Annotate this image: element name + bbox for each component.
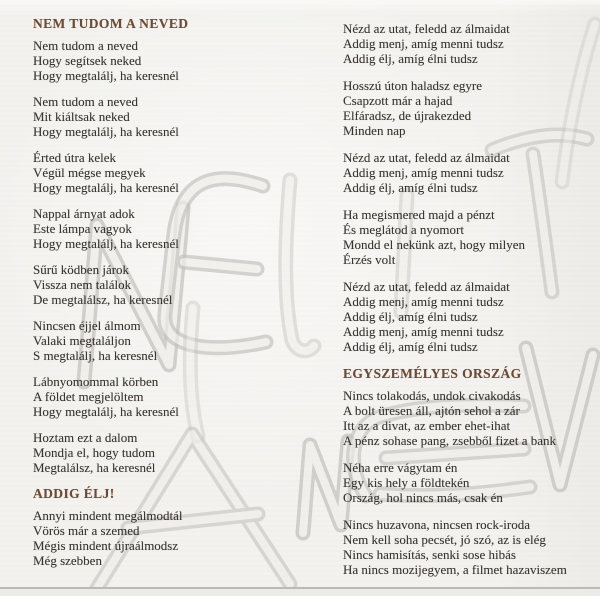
- stanza: [343, 517, 593, 577]
- lyric-line: Vörös már a szemed: [33, 523, 140, 538]
- lyric-line: Néha erre vágytam én: [343, 460, 458, 475]
- lyric-line: Végül mégse megyek: [33, 165, 146, 180]
- lyric-line: Addig élj, amíg élni tudsz: [343, 180, 478, 195]
- lyrics-column-left: [33, 16, 343, 589]
- stanza: [33, 430, 343, 475]
- lyric-line: Nincs hamisítás, senki sose hibás: [343, 547, 516, 562]
- lyric-line: Hosszú úton haladsz egyre: [343, 78, 482, 93]
- lyric-line: Annyi mindent megálmodtál: [33, 508, 183, 523]
- stanza: [33, 150, 343, 195]
- lyric-line: Addig élj, amíg élni tudsz: [343, 51, 478, 66]
- lyric-line: Hogy megtalálj, ha keresnél: [33, 68, 179, 83]
- lyric-line: Itt az a divat, az ember ehet-ihat: [343, 418, 511, 433]
- stanza: [343, 279, 593, 354]
- song-title: ADDIG ÉLJ!: [33, 486, 115, 501]
- stanza: [33, 262, 343, 307]
- page-top-edge: [0, 0, 600, 6]
- lyric-line: Mondja el, hogy tudom: [33, 445, 156, 460]
- lyric-line: Hoztam ezt a dalom: [33, 430, 138, 445]
- lyric-line: Mégis mindent újraálmodsz: [33, 538, 179, 553]
- lyric-line: Nincs tolakodás, undok civakodás: [343, 388, 521, 403]
- stanza: [343, 150, 593, 195]
- lyric-line: Nézd az utat, feledd az álmaidat: [343, 150, 510, 165]
- stanza: [33, 38, 343, 83]
- lyric-line: Vissza nem találok: [33, 277, 132, 292]
- lyric-line: Nappal árnyat adok: [33, 206, 135, 221]
- lyric-line: Mit kiáltsak neked: [33, 109, 130, 124]
- lyric-line: Nem tudom a neved: [33, 94, 139, 109]
- lyric-line: Érzés volt: [343, 252, 396, 267]
- lyric-line: Hogy megtalálj, ha keresnél: [33, 236, 179, 251]
- lyric-line: Nem kell soha pecsét, jó szó, az is elég: [343, 532, 546, 547]
- lyric-line: Hogy segítsek neked: [33, 53, 142, 68]
- lyric-line: Addig menj, amíg menni tudsz: [343, 165, 504, 180]
- lyric-line: Hogy megtalálj, ha keresnél: [33, 404, 179, 419]
- lyric-line: Még szebben: [33, 553, 102, 568]
- lyric-line: Csapzott már a hajad: [343, 93, 453, 108]
- lyric-line: Este lámpa vagyok: [33, 221, 132, 236]
- lyric-line: Érted útra kelek: [33, 150, 117, 165]
- lyric-line: Addig menj, amíg menni tudsz: [343, 294, 504, 309]
- lyric-line: Elfáradsz, de újrakezded: [343, 108, 472, 123]
- lyric-line: Lábnyomommal körben: [33, 374, 159, 389]
- stanza: [33, 508, 343, 568]
- lyric-line: S megtalálj, ha keresnél: [33, 348, 158, 363]
- lyric-line: Ha megismered majd a pénzt: [343, 207, 495, 222]
- lyric-line: Hogy megtalálj, ha keresnél: [33, 180, 179, 195]
- lyric-line: Nézd az utat, feledd az álmaidat: [343, 21, 510, 36]
- stanza: [33, 94, 343, 139]
- lyric-line: A földet megjelöltem: [33, 389, 144, 404]
- lyric-line: Nem tudom a neved: [33, 38, 139, 53]
- lyric-line: Egy kis hely a földtekén: [343, 475, 470, 490]
- lyric-line: És meglátod a nyomort: [343, 222, 464, 237]
- lyric-line: Megtalálsz, ha keresnél: [33, 460, 156, 475]
- stanza: [33, 318, 343, 363]
- stanza: [343, 78, 593, 138]
- lyric-line: A pénz sohase pang, zsebből fizet a bank: [343, 433, 556, 448]
- lyric-line: Ha nincs mozijegyem, a filmet hazaviszem: [343, 562, 567, 577]
- lyric-line: Nincsen éjjel álmom: [33, 318, 141, 333]
- lyric-line: De megtalálsz, ha keresnél: [33, 292, 173, 307]
- lyric-line: Mondd el nekünk azt, hogy milyen: [343, 237, 525, 252]
- lyrics-column-right: [343, 21, 593, 589]
- lyric-line: Nézd az utat, feledd az álmaidat: [343, 279, 510, 294]
- lyric-line: Sűrű ködben járok: [33, 262, 130, 277]
- song-title: EGYSZEMÉLYES ORSZÁG: [343, 366, 522, 381]
- lyric-line: Ország, hol nincs más, csak én: [343, 490, 503, 505]
- lyric-line: A bolt üresen áll, ajtón sehol a zár: [343, 403, 520, 418]
- stanza: [343, 388, 593, 448]
- stanza: [343, 21, 593, 66]
- lyric-line: Addig menj, amíg menni tudsz: [343, 36, 504, 51]
- lyric-line: Addig élj, amíg élni tudsz: [343, 309, 478, 324]
- lyric-line: Valaki megtaláljon: [33, 333, 131, 348]
- stanza: [343, 460, 593, 505]
- lyric-line: Minden nap: [343, 123, 406, 138]
- lyric-line: Addig menj, amíg menni tudsz: [343, 324, 504, 339]
- stanza: [343, 207, 593, 267]
- lyric-line: Addig élj, amíg élni tudsz: [343, 339, 478, 354]
- stanza: [33, 206, 343, 251]
- lyric-line: Nincs huzavona, nincsen rock-iroda: [343, 517, 530, 532]
- page-bottom-edge: [0, 587, 600, 596]
- stanza: [33, 374, 343, 419]
- lyric-line: Hogy megtalálj, ha keresnél: [33, 124, 179, 139]
- song-title: NEM TUDOM A NEVED: [33, 16, 189, 31]
